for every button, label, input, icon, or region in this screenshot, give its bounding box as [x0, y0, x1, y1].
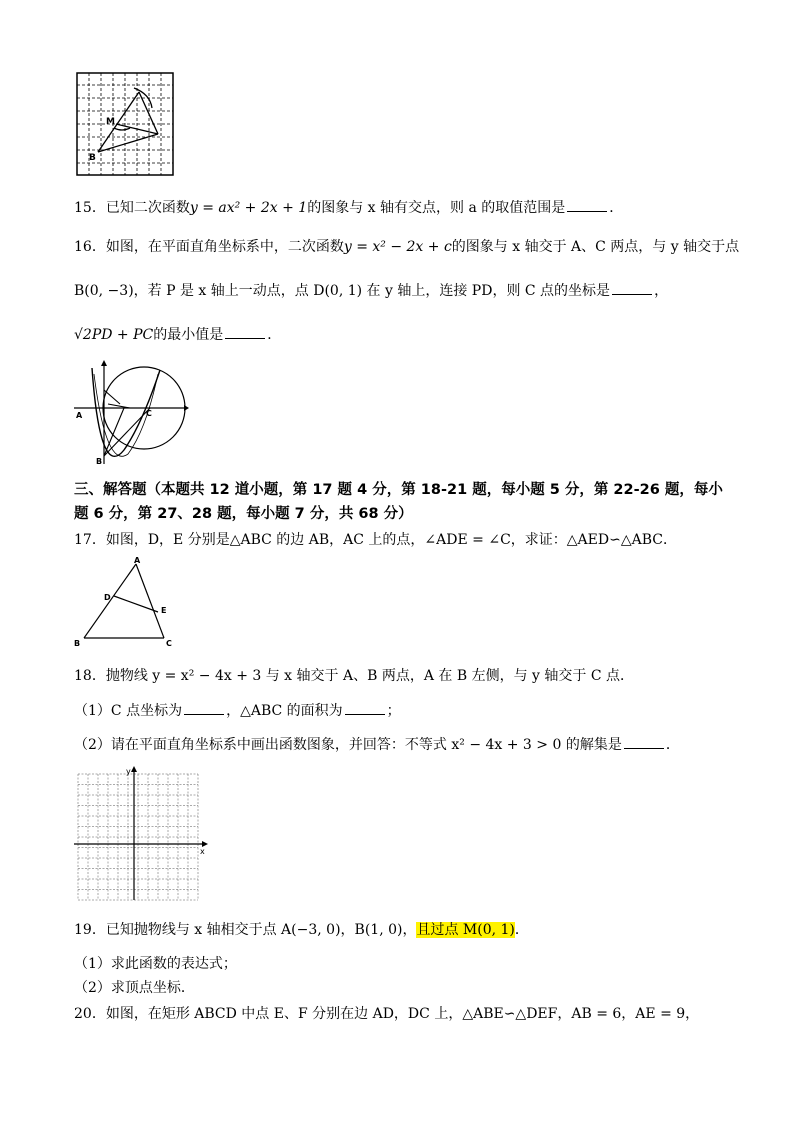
- q18-part2: （2）请在平面直角坐标系中画出函数图象，并回答：不等式 x² − 4x + 3 > 0 的解集是 ．: [74, 734, 680, 755]
- q17-label-d: D: [104, 593, 111, 602]
- q18-part1: （1）C 点坐标为 ，△ABC 的面积为 ；: [74, 700, 401, 721]
- q19-part2: （2）求顶点坐标．: [74, 980, 195, 996]
- q16-parabola-circle-figure: [72, 360, 190, 468]
- q17-text: 17．如图，D，E 分别是△ABC 的边 AB，AC 上的点，∠ADE = ∠C，求证：△AED∽△ABC．: [74, 532, 677, 548]
- q16-line3: √2PD + PC的最小值是 ．: [74, 324, 281, 345]
- q16-answer-blank-1[interactable]: [612, 280, 652, 295]
- q15-text: 15．已知二次函数y = ax² + 2x + 1的图象与 x 轴有交点，则 a 的取值范围是 ．: [74, 197, 623, 218]
- q17-label-e: E: [161, 606, 167, 615]
- q16-line1: 16．如图，在平面直角坐标系中，二次函数y = x² − 2x + c的图象与 x 轴交于 A、C 两点，与 y 轴交于点: [74, 239, 740, 255]
- q14-label-b: B: [89, 153, 96, 163]
- q15-answer-blank[interactable]: [567, 197, 607, 212]
- q16-answer-blank-2[interactable]: [225, 324, 265, 339]
- q17-label-a: A: [134, 556, 141, 565]
- q16-label-a: A: [76, 411, 83, 420]
- q18-answer-blank-2[interactable]: [345, 700, 385, 715]
- q20-text: 20．如图，在矩形 ABCD 中点 E、F 分别在边 AD，DC 上，△ABE∽△DEF，AB = 6，AE = 9，: [74, 1006, 700, 1022]
- q18-answer-blank-1[interactable]: [184, 700, 224, 715]
- q16-line2: B(0, −3)，若 P 是 x 轴上一动点，点 D(0, 1) 在 y 轴上，连接 PD，则 C 点的坐标是 ，: [74, 280, 668, 301]
- q18-axis-x: x: [200, 847, 205, 856]
- section-3-header: 三、解答题（本题共 12 道小题，第 17 题 4 分，第 18-21 题，每小题 5 分，第 22-26 题，每小题 6 分，第 27、28 题，每小题 7 分，共 68 分）: [74, 482, 723, 522]
- q19-part1: （1）求此函数的表达式；: [74, 956, 237, 972]
- q14-label-m: M: [106, 117, 115, 127]
- q18-coordinate-grid: [72, 764, 210, 904]
- q17-label-c: C: [166, 639, 172, 648]
- q19-text: 19．已知抛物线与 x 轴相交于点 A(−3, 0)，B(1, 0)，且过点 M(0, 1)．: [74, 922, 529, 938]
- q19-highlight: 且过点 M(0, 1): [416, 922, 515, 938]
- q18-text: 18．抛物线 y = x² − 4x + 3 与 x 轴交于 A、B 两点，A 在 B 左侧，与 y 轴交于 C 点．: [74, 668, 634, 684]
- q17-label-b: B: [74, 639, 81, 648]
- q14-grid-figure: [76, 72, 174, 176]
- q16-label-c: C: [146, 409, 152, 418]
- q17-triangle-figure: [72, 556, 182, 648]
- q18-answer-blank-3[interactable]: [624, 734, 664, 749]
- q16-label-b: B: [96, 457, 103, 466]
- q18-axis-y: y: [126, 767, 131, 776]
